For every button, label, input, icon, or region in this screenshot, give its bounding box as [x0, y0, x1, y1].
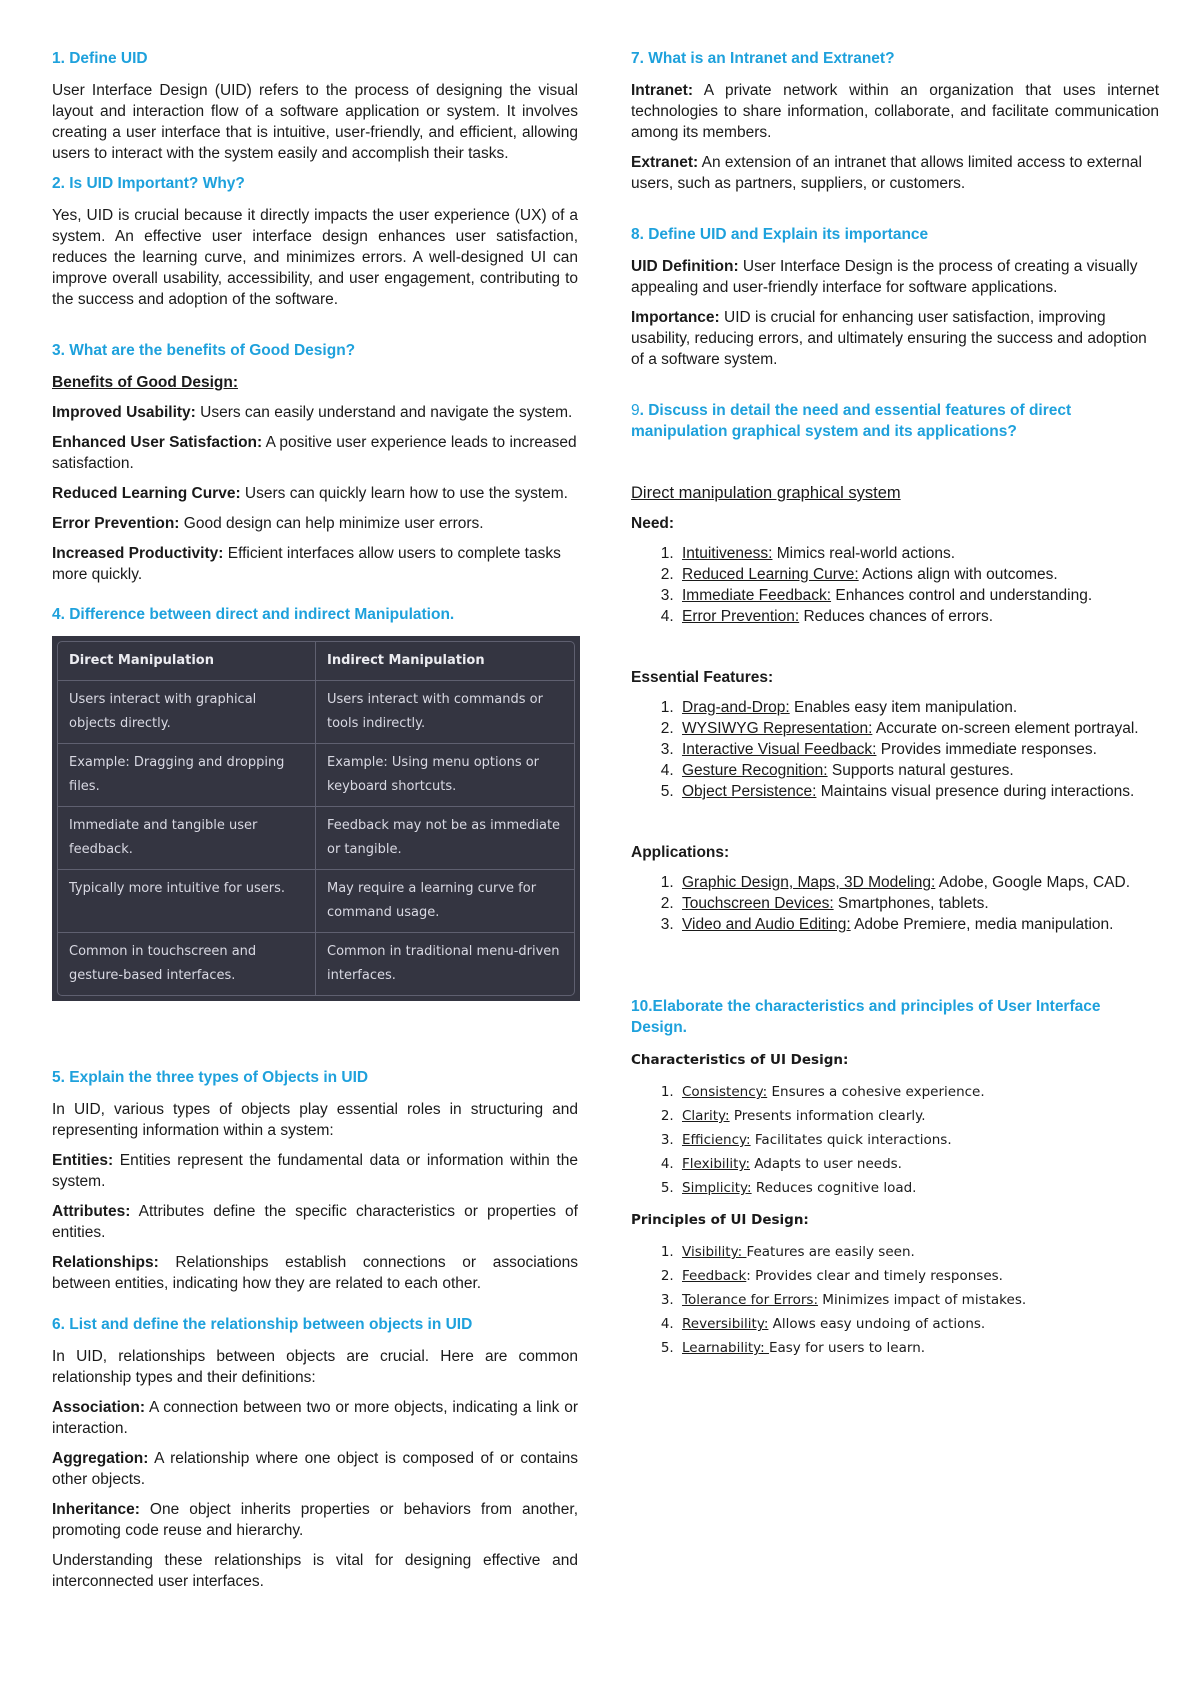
list-item [678, 606, 1159, 627]
list-term: Interactive Visual Feedback: [682, 741, 877, 758]
list-item [678, 585, 1159, 606]
list-term: Learnability: [682, 1340, 769, 1356]
section-3-title: 3. What are the benefits of Good Design? [52, 342, 356, 359]
comparison-table [57, 641, 575, 996]
benefit-text: Efficient interfaces allow users to complete tasks more quickly. [52, 545, 561, 583]
list-text: Ensures a cohesive experience. [767, 1084, 985, 1100]
section-5-title: 5. Explain the three types of Objects in UID [52, 1069, 369, 1086]
list-item [678, 564, 1159, 585]
benefit-text: A positive user experience leads to increased satisfaction. [52, 434, 577, 472]
network-text: A private network within an organization that uses internet technologies to share information, collaborate, and facilitate communication among its members. [631, 82, 1159, 141]
table-cell: Example: Using menu options or keyboard shortcuts. [316, 744, 574, 807]
list-item [678, 718, 1159, 739]
list-term: Video and Audio Editing: [682, 916, 851, 933]
list-term: WYSIWYG Representation: [682, 720, 873, 737]
object-type-text: Relationships establish connections or associations between entities, indicating how they are related to each other. [52, 1254, 578, 1292]
list-term: Tolerance for Errors: [682, 1292, 819, 1308]
list-item [678, 1104, 1159, 1128]
uid-item [631, 307, 1159, 370]
benefit-item [52, 402, 578, 423]
list-text: Features are easily seen. [746, 1244, 915, 1260]
list-term: Feedback [682, 1268, 747, 1284]
list-item [678, 760, 1159, 781]
network-item [631, 80, 1159, 143]
section-4-title: 4. Difference between direct and indirect Manipulation. [52, 606, 455, 623]
characteristics-label: Characteristics of UI Design: [631, 1052, 849, 1068]
uid-text: User Interface Design is the process of creating a visually appealing and user-friendly interface for software applications. [631, 258, 1138, 296]
table-cell: Users interact with commands or tools indirectly. [316, 681, 574, 744]
list-item [678, 1152, 1159, 1176]
section-9-number: 9 [631, 402, 640, 419]
section-3-subtitle: Benefits of Good Design: [52, 374, 238, 391]
benefit-item [52, 432, 578, 474]
list-term: Visibility: [682, 1244, 747, 1260]
table-cell: Users interact with graphical objects directly. [58, 681, 316, 744]
list-text: Easy for users to learn. [768, 1340, 926, 1356]
table-cell: Feedback may not be as immediate or tangible. [316, 807, 574, 870]
list-item [678, 543, 1159, 564]
list-term: Object Persistence: [682, 783, 817, 800]
characteristics-list [631, 1080, 1159, 1200]
comparison-table-image [52, 636, 580, 1001]
relationship-term: Association: [52, 1399, 146, 1416]
list-term: Drag-and-Drop: [682, 699, 790, 716]
object-type-term: Entities: [52, 1152, 114, 1169]
section-9-title-text: . Discuss in detail the need and essential features of direct manipulation graphical system and its applications? [631, 402, 1072, 440]
list-text: Accurate on-screen element portrayal. [872, 720, 1139, 737]
section-9-subtitle: Direct manipulation graphical system [631, 484, 901, 502]
section-1-body: User Interface Design (UID) refers to the process of designing the visual layout and interaction flow of a software application or system. It involves creating a user interface that is intuitive, user-friendly, and efficient, allowing users to interact with the system easily and accomplish their tasks. [52, 82, 578, 162]
principles-label: Principles of UI Design: [631, 1212, 809, 1228]
table-header-row [58, 642, 574, 681]
list-item [678, 1080, 1159, 1104]
table-cell: Typically more intuitive for users. [58, 870, 316, 933]
list-text: Presents information clearly. [729, 1108, 926, 1124]
list-item [678, 914, 1159, 935]
left-column [52, 48, 578, 1592]
table-cell: May require a learning curve for command usage. [316, 870, 574, 933]
benefit-term: Enhanced User Satisfaction: [52, 434, 263, 451]
table-cell: Common in traditional menu-driven interfaces. [327, 944, 560, 983]
list-text: Facilitates quick interactions. [750, 1132, 952, 1148]
section-5-intro: In UID, various types of objects play essential roles in structuring and representing information within a system: [52, 1101, 578, 1139]
section-9-title [631, 400, 1159, 442]
relationship-item [52, 1448, 578, 1490]
object-type-item [52, 1150, 578, 1192]
features-label: Essential Features: [631, 669, 774, 686]
section-6-outro: Understanding these relationships is vital for designing effective and interconnected user interfaces. [52, 1552, 578, 1590]
list-term: Graphic Design, Maps, 3D Modeling: [682, 874, 936, 891]
list-item [678, 739, 1159, 760]
list-term: Gesture Recognition: [682, 762, 828, 779]
list-term: Clarity: [682, 1108, 730, 1124]
list-term: Flexibility: [682, 1156, 750, 1172]
benefit-text: Good design can help minimize user errors. [179, 515, 484, 532]
section-10-title: 10.Elaborate the characteristics and principles of User Interface Design. [631, 998, 1101, 1036]
benefit-term: Reduced Learning Curve: [52, 485, 241, 502]
list-text: Enables easy item manipulation. [789, 699, 1018, 716]
list-term: Immediate Feedback: [682, 587, 832, 604]
relationship-term: Inheritance: [52, 1501, 140, 1518]
table-row [58, 681, 574, 744]
list-text: Provides immediate responses. [876, 741, 1097, 758]
network-text: An extension of an intranet that allows limited access to external users, such as partners, suppliers, or customers. [631, 154, 1142, 192]
section-2-title: 2. Is UID Important? Why? [52, 175, 245, 192]
table-header-cell: Indirect Manipulation [316, 642, 574, 681]
table-row [58, 807, 574, 870]
list-item [678, 1176, 1159, 1200]
features-list [631, 697, 1159, 802]
principles-list [631, 1240, 1159, 1360]
applications-label: Applications: [631, 844, 730, 861]
section-7-title: 7. What is an Intranet and Extranet? [631, 50, 895, 67]
benefit-term: Improved Usability: [52, 404, 196, 421]
list-text: : Provides clear and timely responses. [746, 1268, 1003, 1284]
section-6-title: 6. List and define the relationship between objects in UID [52, 1316, 473, 1333]
table-cell: Immediate and tangible user feedback. [58, 807, 316, 870]
relationship-text: One object inherits properties or behaviors from another, promoting code reuse and hierarchy. [52, 1501, 578, 1539]
benefit-item [52, 513, 578, 534]
object-type-term: Attributes: [52, 1203, 131, 1220]
list-term: Reversibility: [682, 1316, 769, 1332]
section-6-intro: In UID, relationships between objects are crucial. Here are common relationship types and their definitions: [52, 1348, 578, 1386]
object-type-item [52, 1201, 578, 1243]
need-label: Need: [631, 515, 675, 532]
list-term: Intuitiveness: [682, 545, 773, 562]
table-header-cell: Direct Manipulation [58, 642, 316, 681]
list-text: Adobe, Google Maps, CAD. [935, 874, 1131, 891]
benefit-term: Error Prevention: [52, 515, 180, 532]
list-term: Simplicity: [682, 1180, 752, 1196]
table-row [58, 870, 574, 933]
list-term: Efficiency: [682, 1132, 751, 1148]
object-type-item [52, 1252, 578, 1294]
list-item [678, 1264, 1159, 1288]
list-item [678, 1336, 1159, 1360]
list-text: Maintains visual presence during interactions. [816, 783, 1135, 800]
relationship-item [52, 1397, 578, 1439]
list-text: Reduces cognitive load. [751, 1180, 917, 1196]
list-item [678, 781, 1159, 802]
benefit-text: Users can quickly learn how to use the system. [240, 485, 568, 502]
uid-text: UID is crucial for enhancing user satisfaction, improving usability, reducing errors, and ultimately ensuring the success and adoption of a software system. [631, 309, 1147, 368]
list-term: Error Prevention: [682, 608, 800, 625]
list-text: Adapts to user needs. [750, 1156, 902, 1172]
benefit-item [52, 483, 578, 504]
list-item [678, 1240, 1159, 1264]
list-text: Minimizes impact of mistakes. [818, 1292, 1027, 1308]
relationship-term: Aggregation: [52, 1450, 149, 1467]
table-row [58, 744, 574, 807]
list-item [678, 872, 1159, 893]
table-cell: Example: Dragging and dropping files. [58, 744, 316, 807]
need-list [631, 543, 1159, 627]
network-term: Extranet: [631, 154, 699, 171]
uid-term: UID Definition: [631, 258, 739, 275]
list-item [678, 697, 1159, 718]
object-type-term: Relationships: [52, 1254, 159, 1271]
list-item [678, 893, 1159, 914]
list-term: Reduced Learning Curve: [682, 566, 859, 583]
section-8-title: 8. Define UID and Explain its importance [631, 226, 929, 243]
network-term: Intranet: [631, 82, 693, 99]
section-1-title: 1. Define UID [52, 50, 148, 67]
list-item [678, 1128, 1159, 1152]
list-text: Smartphones, tablets. [833, 895, 989, 912]
list-text: Supports natural gestures. [827, 762, 1014, 779]
relationship-text: A connection between two or more objects, indicating a link or interaction. [52, 1399, 578, 1437]
relationship-text: A relationship where one object is composed of or contains other objects. [52, 1450, 578, 1488]
object-type-text: Attributes define the specific characteristics or properties of entities. [52, 1203, 578, 1241]
relationship-item [52, 1499, 578, 1541]
list-term: Consistency: [682, 1084, 768, 1100]
list-text: Mimics real-world actions. [772, 545, 956, 562]
section-2-body: Yes, UID is crucial because it directly impacts the user experience (UX) of a system. An effective user interface design enhances user satisfaction, reduces the learning curve, and minimizes errors. A well-designed UI can improve overall usability, accessibility, and user engagement, contributing to the success and adoption of the software. [52, 207, 578, 308]
uid-item [631, 256, 1159, 298]
list-text: Allows easy undoing of actions. [768, 1316, 986, 1332]
list-item [678, 1288, 1159, 1312]
list-term: Touchscreen Devices: [682, 895, 834, 912]
benefit-item [52, 543, 578, 585]
list-text: Reduces chances of errors. [799, 608, 994, 625]
right-column [631, 48, 1159, 1360]
table-row [58, 933, 574, 995]
uid-term: Importance: [631, 309, 720, 326]
list-item [678, 1312, 1159, 1336]
object-type-text: Entities represent the fundamental data or information within the system. [52, 1152, 578, 1190]
benefit-text: Users can easily understand and navigate the system. [195, 404, 573, 421]
list-text: Enhances control and understanding. [831, 587, 1093, 604]
benefit-term: Increased Productivity: [52, 545, 224, 562]
table-cell: Common in touchscreen and gesture-based interfaces. [58, 933, 316, 995]
list-text: Adobe Premiere, media manipulation. [850, 916, 1114, 933]
list-text: Actions align with outcomes. [858, 566, 1058, 583]
network-item [631, 152, 1159, 194]
applications-list [631, 872, 1159, 935]
